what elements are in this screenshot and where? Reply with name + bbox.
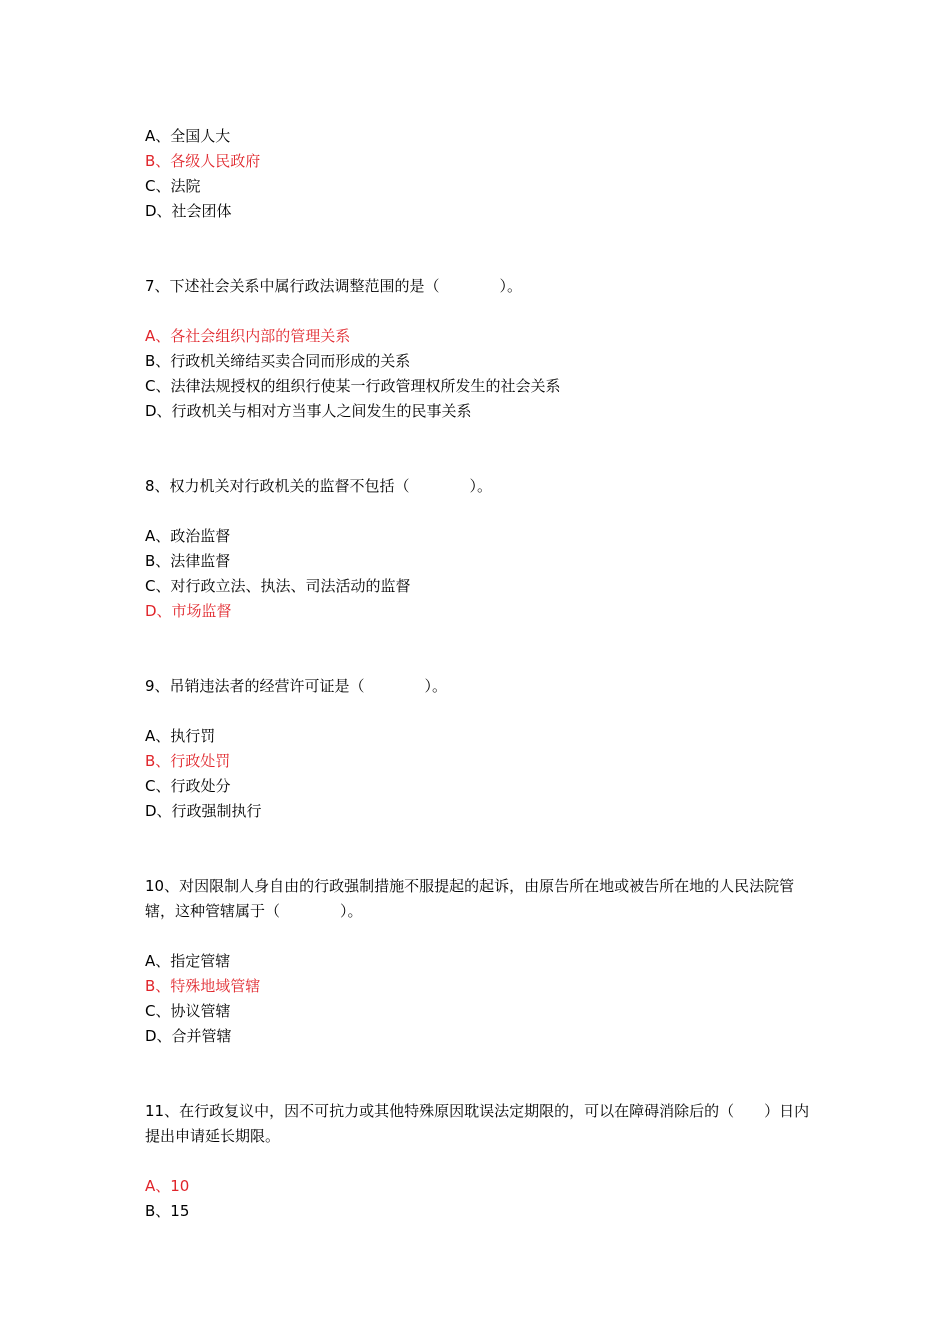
q6-option-c: C、法院 — [145, 177, 201, 195]
q10-option-d: D、合并管辖 — [145, 1027, 232, 1045]
question-6-options — [145, 124, 815, 224]
q10-option-a: A、指定管辖 — [145, 952, 231, 970]
q11-stem: 11、在行政复议中，因不可抗力或其他特殊原因耽误法定期限的，可以在障碍消除后的（ ）日内提出申请延长期限。 — [145, 1102, 810, 1145]
q8-stem: 8、权力机关对行政机关的监督不包括（ ）。 — [145, 477, 493, 495]
question-8 — [145, 474, 815, 624]
q9-option-d: D、行政强制执行 — [145, 802, 262, 820]
q9-option-a: A、执行罚 — [145, 727, 216, 745]
q8-option-a: A、政治监督 — [145, 527, 231, 545]
q7-option-c: C、法律法规授权的组织行使某一行政管理权所发生的社会关系 — [145, 377, 561, 395]
q8-option-d: D、市场监督 — [145, 602, 232, 620]
question-7 — [145, 274, 815, 424]
q10-stem: 10、对因限制人身自由的行政强制措施不服提起的起诉，由原告所在地或被告所在地的人民法院管辖，这种管辖属于（ ）。 — [145, 877, 795, 920]
question-11 — [145, 1099, 815, 1224]
document-page — [145, 124, 815, 1224]
q7-option-d: D、行政机关与相对方当事人之间发生的民事关系 — [145, 402, 472, 420]
q6-option-b: B、各级人民政府 — [145, 152, 261, 170]
question-10 — [145, 874, 815, 1049]
q7-option-b: B、行政机关缔结买卖合同而形成的关系 — [145, 352, 411, 370]
q9-stem: 9、吊销违法者的经营许可证是（ ）。 — [145, 677, 448, 695]
q6-option-d: D、社会团体 — [145, 202, 232, 220]
q7-stem: 7、下述社会关系中属行政法调整范围的是（ ）。 — [145, 277, 523, 295]
q8-option-c: C、对行政立法、执法、司法活动的监督 — [145, 577, 411, 595]
q9-option-b: B、行政处罚 — [145, 752, 231, 770]
q7-option-a: A、各社会组织内部的管理关系 — [145, 327, 351, 345]
q8-option-b: B、法律监督 — [145, 552, 231, 570]
question-9 — [145, 674, 815, 824]
q11-option-a: A、10 — [145, 1177, 190, 1195]
q10-option-b: B、特殊地域管辖 — [145, 977, 261, 995]
q9-option-c: C、行政处分 — [145, 777, 231, 795]
q10-option-c: C、协议管辖 — [145, 1002, 231, 1020]
q6-option-a: A、全国人大 — [145, 127, 231, 145]
q11-option-b: B、15 — [145, 1202, 190, 1220]
